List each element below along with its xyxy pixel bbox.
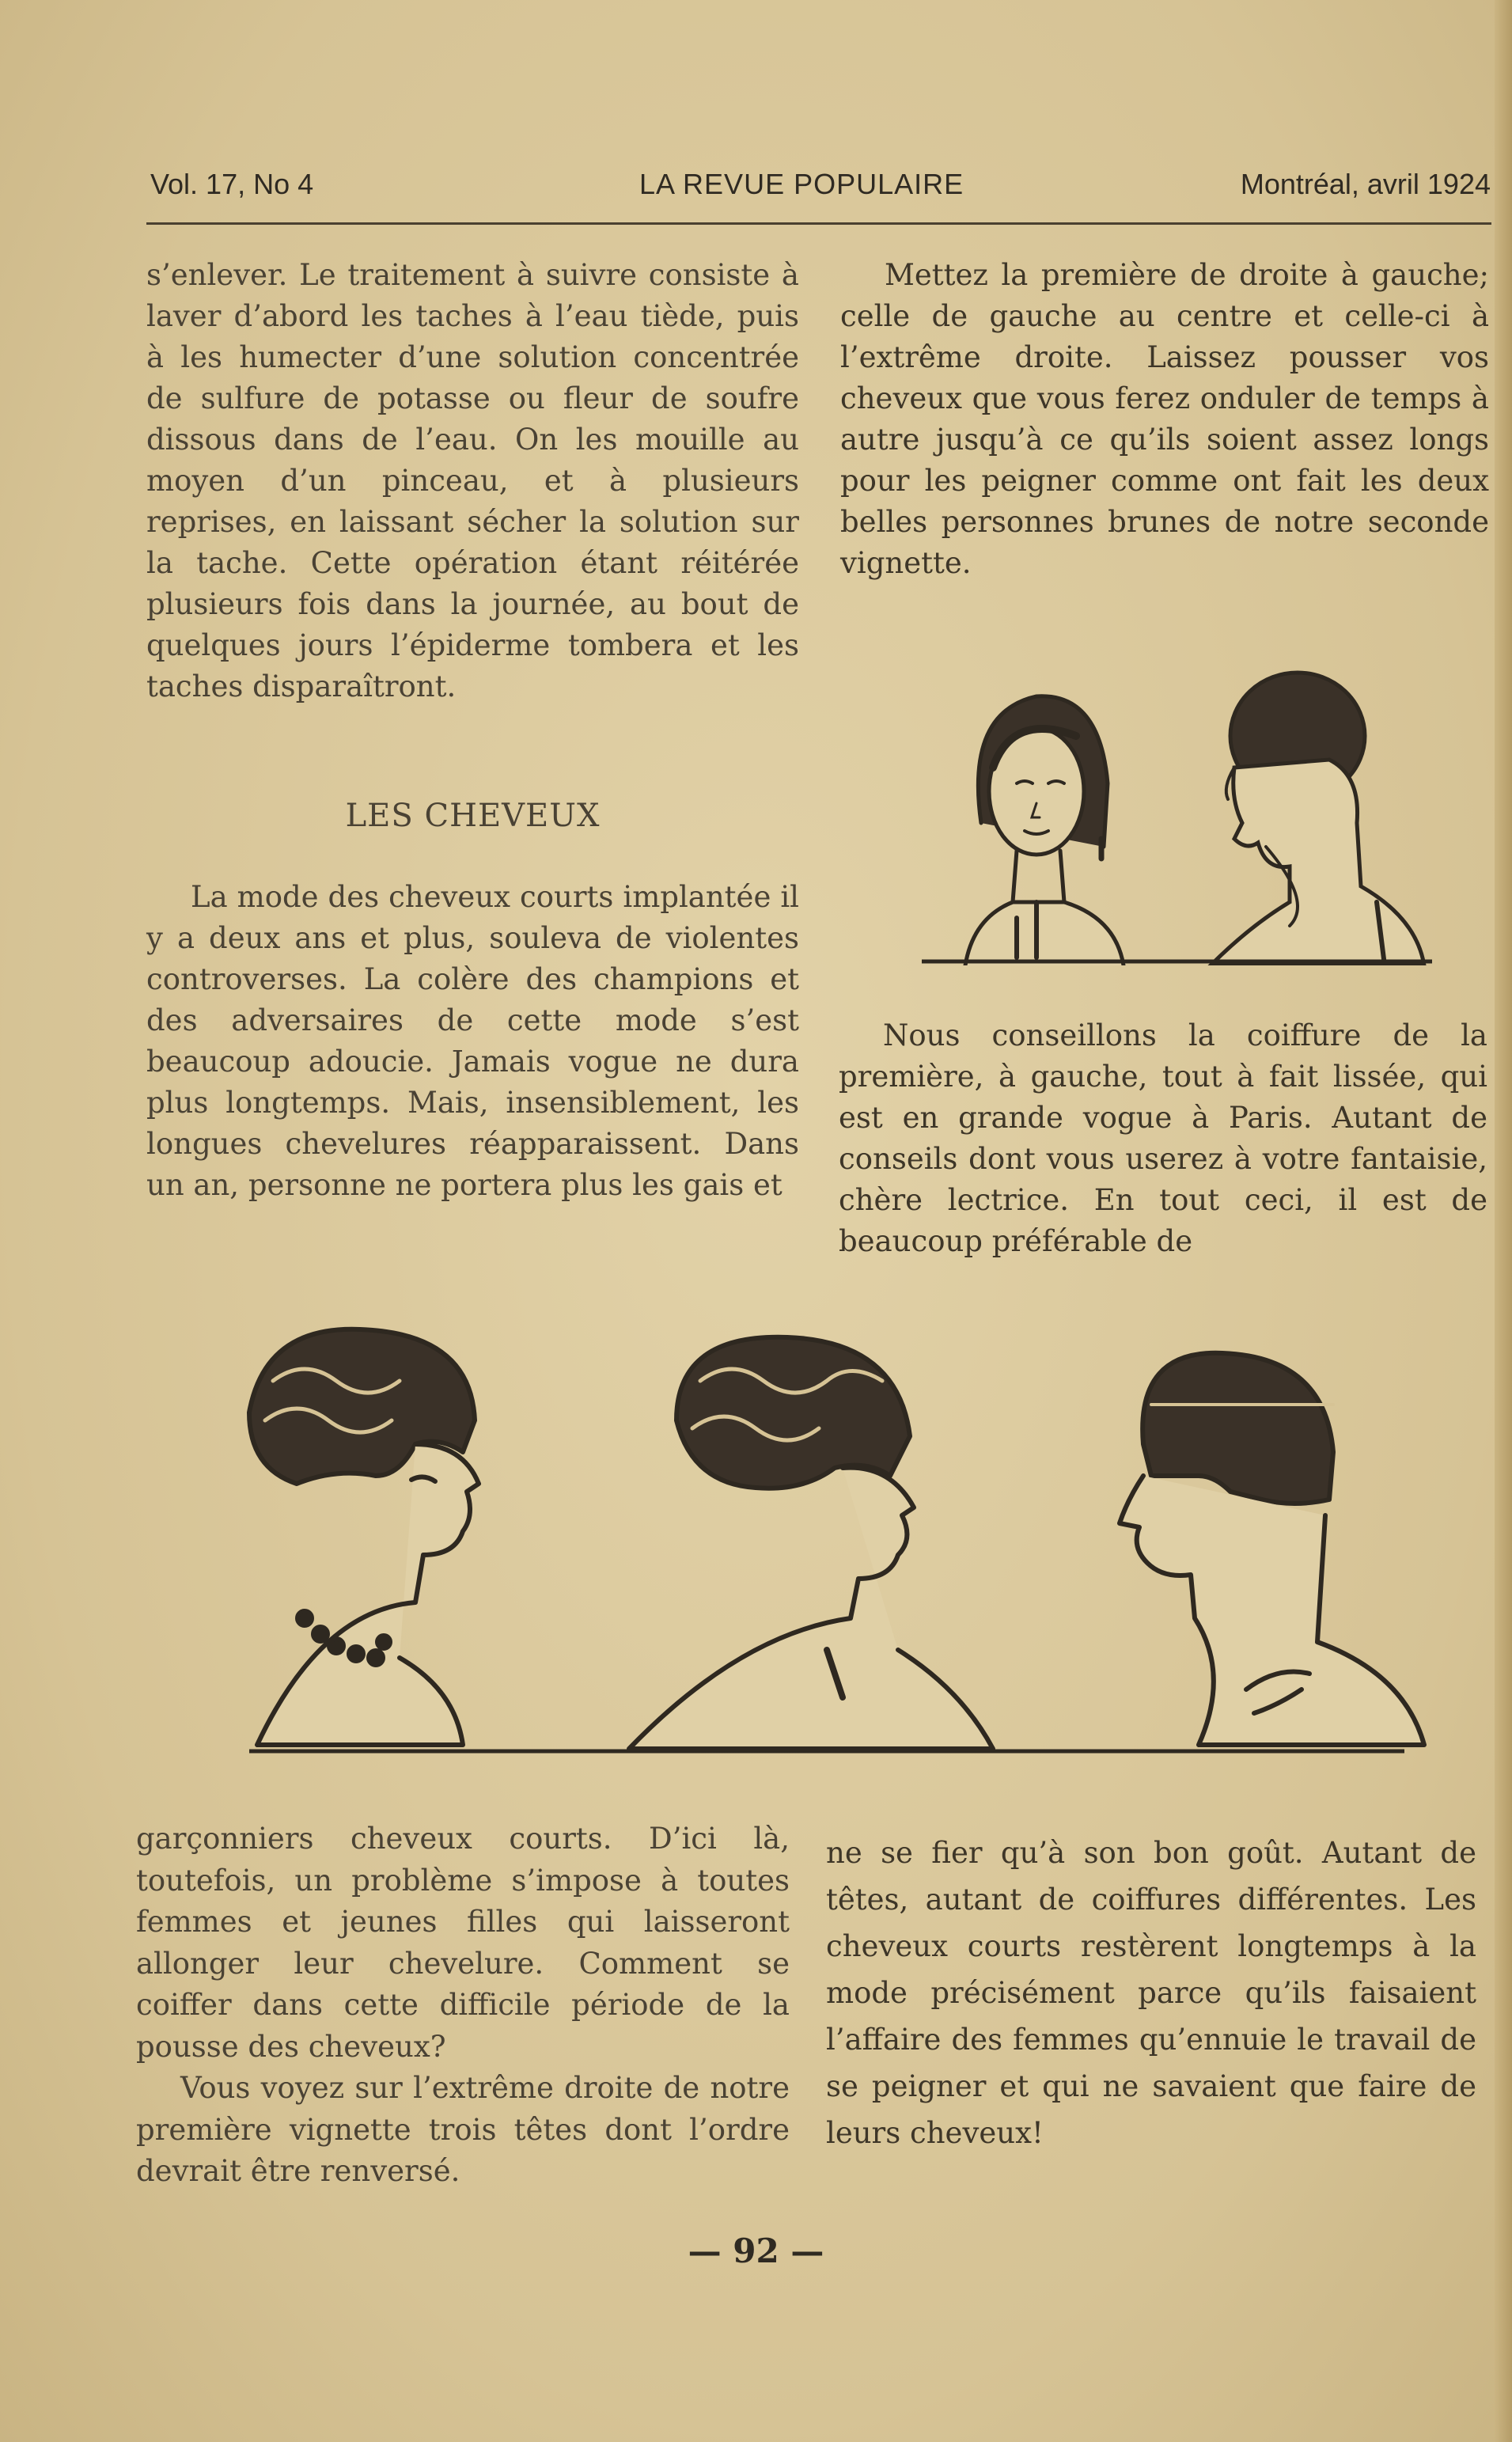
header-volume: Vol. 17, No 4 <box>150 168 314 200</box>
paragraph: s’enlever. Le traitement à suivre consiste à laver d’abord les taches à l’eau tiède, puis à les humecter d’une solution concentrée de sulfure de potasse ou fleur de soufre dissous dans de l’eau. On les mouille au moyen d’un pinceau, et à plusieurs reprises, en laissant sécher la solution sur la tache. Cette opération étant réitérée plusieurs fois dans la journée, au bout de quelques jours l’épiderme tombera et les taches disparaîtront. <box>146 258 799 703</box>
paragraph: ne se fier qu’à son bon goût. Autant de têtes, autant de coiffures différentes. Les cheveux courts restèrent longtemps à la mode précisément parce qu’ils faisaient l’affaire des femmes qu’ennuie le travail de se peigner et qui ne savaient que faire de leurs cheveux! <box>826 1836 1476 2150</box>
header-title: LA REVUE POPULAIRE <box>639 168 964 200</box>
paragraph: Nous conseillons la coiffure de la première, à gauche, tout à fait lissée, qui est en grande vogue à Paris. Autant de conseils dont vous userez à votre fantaisie, chère lectrice. En tout ceci, il est de beaucoup préférable de <box>839 1018 1487 1258</box>
column-mid-right <box>839 1015 1487 1262</box>
column-bottom-right <box>826 1830 1476 2156</box>
paragraph: garçonniers cheveux courts. D’ici là, toutefois, un problème s’impose à toutes femmes et jeunes filles qui laisseront allonger leur chevelure. Comment se coiffer dans cette difficile période de la pousse des cheveux? <box>136 1822 790 2064</box>
column-bottom-left <box>136 1818 790 2193</box>
page-edge <box>1495 0 1512 2442</box>
paragraph: La mode des cheveux courts implantée il y a deux ans et plus, souleva de violentes controverses. La colère des champions et des adversaires de cette mode s’est beaucoup adoucie. Jamais vogue ne dura plus longtemps. Mais, insensiblement, les longues chevelures réapparaissent. Dans un an, personne ne portera plus les gais et <box>146 880 799 1202</box>
header-place-date: Montréal, avril 1924 <box>1240 168 1491 200</box>
column-top-right <box>840 255 1489 584</box>
section-title: LES CHEVEUX <box>345 798 601 834</box>
running-header <box>150 168 1491 215</box>
page-number: — 92 — <box>688 2232 824 2270</box>
column-mid-left <box>146 877 799 1206</box>
paragraph: Vous voyez sur l’extrême droite de notre première vignette trois têtes dont l’ordre devrait être renversé. <box>136 2071 790 2188</box>
illustration-three-profiles <box>202 1318 1428 1769</box>
header-rule <box>146 222 1491 225</box>
illustration-two-women <box>918 665 1432 965</box>
paragraph: Mettez la première de droite à gauche; celle de gauche au centre et celle-ci à l’extrême droite. Laissez pousser vos cheveux que vous ferez onduler de temps à autre jusqu’à ce qu’ils soient assez longs pour les peigner comme ont fait les deux belles personnes brunes de notre seconde vignette. <box>840 258 1489 580</box>
column-top-left <box>146 255 799 707</box>
